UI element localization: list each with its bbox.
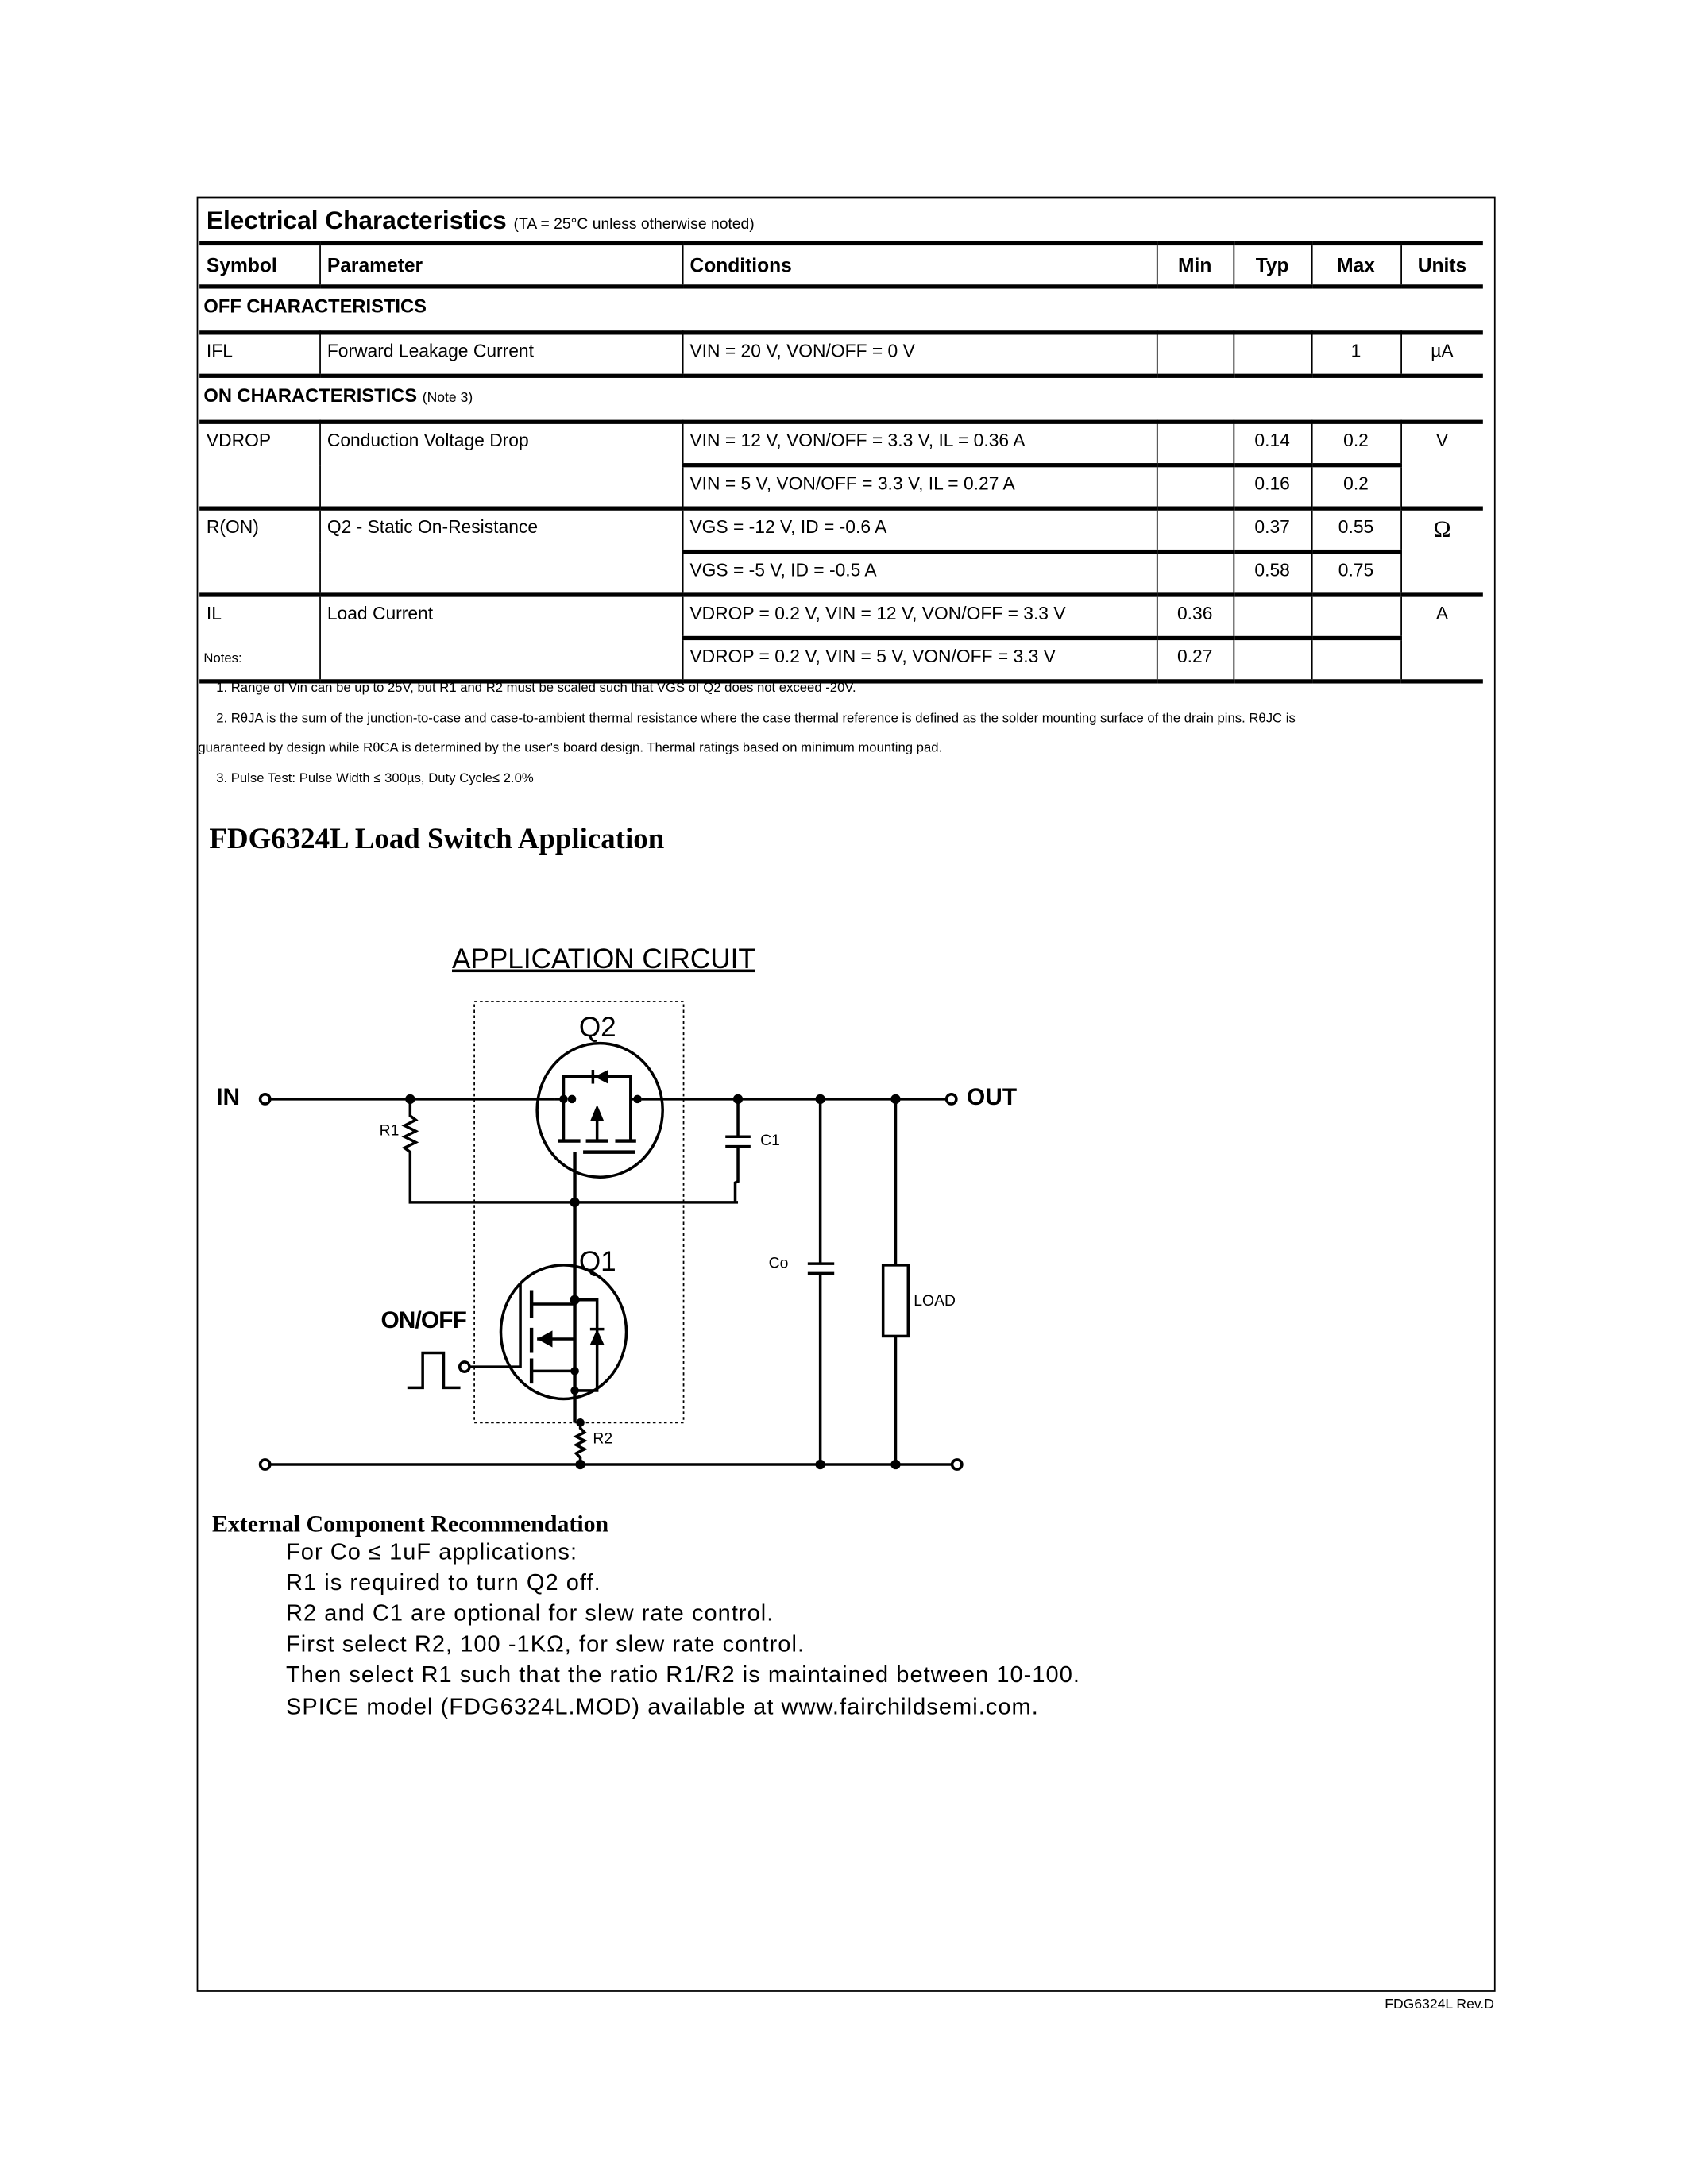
cell-conditions: VGS = -12 V, ID = -0.6 A	[682, 508, 1157, 551]
cell-units: µA	[1400, 333, 1483, 376]
note-1: 1. Range of Vin can be up to 25V, but R1 and R2 must be scaled such that VGS of Q2 does not exceed -20V.	[216, 681, 856, 696]
header-min: Min	[1157, 243, 1234, 286]
recommendation-line: SPICE model (FDG6324L.MOD) available at www.fairchildsemi.com.	[286, 1694, 1039, 1720]
cell-parameter: Conduction Voltage Drop	[319, 422, 682, 508]
q1-diode-icon	[590, 1329, 605, 1345]
cell-typ: 0.58	[1233, 552, 1311, 595]
recommendation-line: For Co ≤ 1uF applications:	[286, 1539, 578, 1565]
header-max: Max	[1311, 243, 1400, 286]
c1-capacitor	[725, 1099, 751, 1202]
label-onoff: ON/OFF	[380, 1306, 466, 1333]
cell-typ: 0.14	[1233, 422, 1311, 465]
cell-units: A	[1400, 595, 1483, 681]
q1-gate	[470, 1283, 520, 1367]
node-dot	[559, 1095, 568, 1104]
cell-typ: 0.16	[1233, 465, 1311, 508]
header-units: Units	[1400, 243, 1483, 286]
header-parameter: Parameter	[319, 243, 682, 286]
label-load: LOAD	[914, 1292, 956, 1310]
on-characteristics-label: ON CHARACTERISTICS	[203, 384, 418, 407]
note-3: 3. Pulse Test: Pulse Width ≤ 300µs, Duty Cycle≤ 2.0%	[216, 771, 534, 787]
cell-conditions: VIN = 20 V, VON/OFF = 0 V	[682, 333, 1157, 376]
node-dot	[633, 1095, 642, 1104]
ground-terminal-left	[261, 1460, 270, 1469]
header-typ: Typ	[1233, 243, 1311, 286]
label-r1: R1	[379, 1122, 400, 1140]
cell-min: 0.27	[1157, 638, 1234, 681]
cell-symbol: IFL	[199, 333, 319, 376]
section-condition: (TA = 25°C unless otherwise noted)	[513, 216, 755, 233]
cell-typ: 0.37	[1233, 508, 1311, 551]
recommendation-heading: External Component Recommendation	[211, 1510, 609, 1538]
label-co: Co	[768, 1255, 789, 1272]
q2-diode-icon	[594, 1070, 608, 1084]
cell-units: Ω	[1400, 508, 1483, 595]
cell-conditions: VGS = -5 V, ID = -0.5 A	[682, 552, 1157, 595]
section-title-text: Electrical Characteristics	[206, 206, 507, 235]
recommendation-line: R1 is required to turn Q2 off.	[286, 1570, 601, 1596]
on-characteristics-note: (Note 3)	[422, 390, 473, 407]
junction-dots	[405, 1094, 900, 1469]
cell-symbol: VDROP	[199, 422, 319, 508]
label-c1: C1	[760, 1133, 780, 1150]
ground-terminal-right	[952, 1460, 962, 1469]
cell-conditions: VIN = 12 V, VON/OFF = 3.3 V, IL = 0.36 A	[682, 422, 1157, 465]
cell-conditions: VDROP = 0.2 V, VIN = 12 V, VON/OFF = 3.3 V	[682, 595, 1157, 638]
cell-conditions: VIN = 5 V, VON/OFF = 3.3 V, IL = 0.27 A	[682, 465, 1157, 508]
node-dot	[568, 1095, 577, 1104]
label-q2: Q2	[578, 1013, 616, 1044]
cell-max: 0.75	[1311, 552, 1400, 595]
cell-max: 0.2	[1311, 422, 1400, 465]
co-capacitor	[808, 1099, 834, 1464]
load-resistor	[883, 1265, 909, 1337]
cell-conditions: VDROP = 0.2 V, VIN = 5 V, VON/OFF = 3.3 V	[682, 638, 1157, 681]
cell-max: 0.2	[1311, 465, 1400, 508]
application-title: FDG6324L Load Switch Application	[209, 821, 665, 855]
recommendation-line: First select R2, 100 -1KΩ, for slew rate control.	[286, 1631, 805, 1657]
label-in: IN	[216, 1083, 241, 1110]
cell-symbol: R(ON)	[199, 508, 319, 595]
notes-heading: Notes:	[203, 651, 242, 667]
off-characteristics-heading: OFF CHARACTERISTICS	[199, 287, 1483, 333]
cell-parameter: Load Current	[319, 595, 682, 681]
note-2: 2. RθJA is the sum of the junction-to-case and case-to-ambient thermal resistance where the case thermal reference is defined as the solder mounting surface of the drain pins. RθJC is	[216, 711, 1296, 727]
recommendation-line: Then select R1 such that the ratio R1/R2 is maintained between 10-100.	[286, 1662, 1080, 1688]
footer-revision: FDG6324L Rev.D	[1385, 1997, 1494, 2013]
onoff-terminal	[460, 1362, 469, 1372]
header-conditions: Conditions	[682, 243, 1157, 286]
in-terminal	[261, 1094, 270, 1104]
pulse-waveform-icon	[408, 1353, 461, 1388]
circuit-title: APPLICATION CIRCUIT	[452, 943, 755, 975]
cell-max: 0.55	[1311, 508, 1400, 551]
q2-mosfet-body	[537, 1044, 662, 1178]
cell-symbol: IL	[199, 595, 319, 681]
cell-min: 0.36	[1157, 595, 1234, 638]
label-r2: R2	[593, 1430, 613, 1448]
label-out: OUT	[967, 1083, 1018, 1110]
q1-terminals	[531, 1300, 597, 1423]
r1-resistor	[404, 1099, 738, 1202]
recommendation-line: R2 and C1 are optional for slew rate control.	[286, 1601, 774, 1626]
q1-arrow-icon	[537, 1330, 552, 1347]
header-symbol: Symbol	[199, 243, 319, 286]
label-q1: Q1	[578, 1247, 616, 1278]
cell-parameter: Forward Leakage Current	[319, 333, 682, 376]
cell-units: V	[1400, 422, 1483, 508]
q2-arrow-icon	[590, 1105, 605, 1121]
out-terminal	[947, 1094, 956, 1104]
r2-resistor	[576, 1422, 585, 1464]
cell-max: 1	[1311, 333, 1400, 376]
note-2-continued: guaranteed by design while RθCA is determined by the user's board design. Thermal ratings based on minimum mounting pad.	[198, 740, 943, 756]
cell-parameter: Q2 - Static On-Resistance	[319, 508, 682, 595]
